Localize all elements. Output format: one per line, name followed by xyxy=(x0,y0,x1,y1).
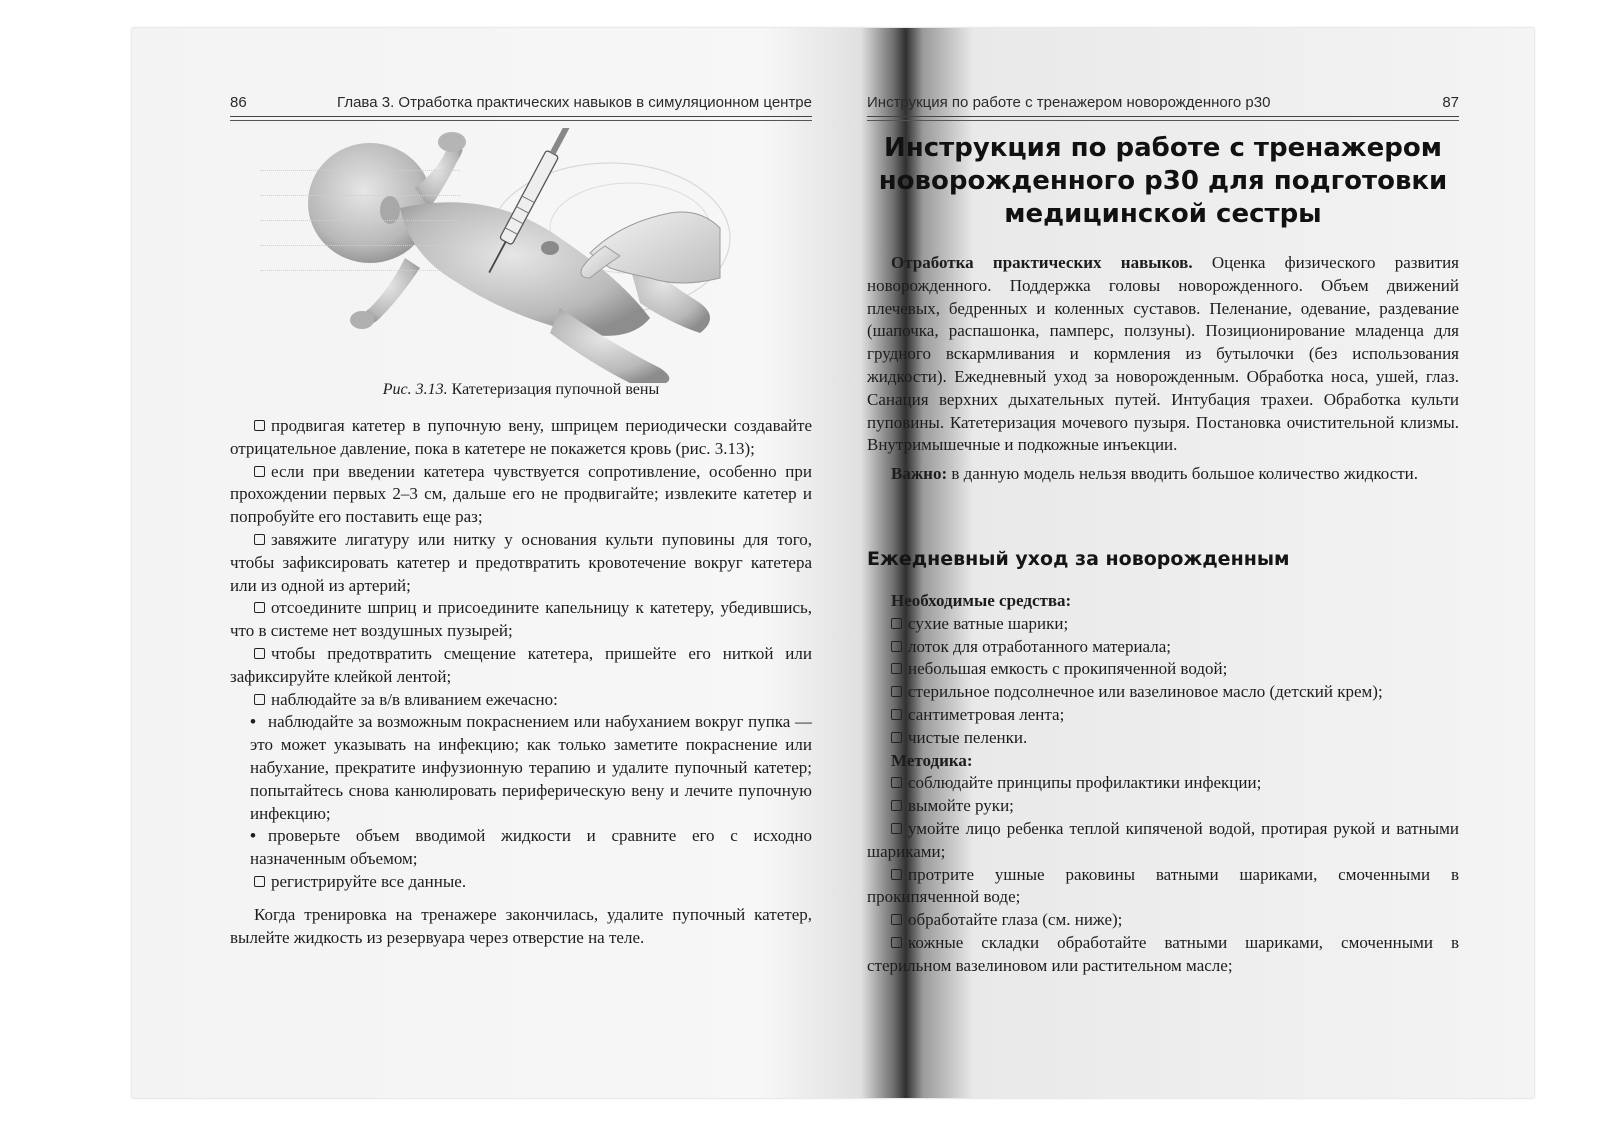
list-item: регистрируйте все данные. xyxy=(230,871,812,894)
sub-list-item: • проверьте объем вводимой жидкости и сравните его с исходно назначенным объемом; xyxy=(250,826,812,869)
list-item: если при введении катетера чувствуется сопротивление, особенно при прохождении первых 2–3 см, дальше его не продвигайте; извлеките катетер и попробуйте его поставить еще раз; xyxy=(230,461,812,527)
list-item: кожные складки обработайте ватными шариками, смоченными в стерильном вазелиновом или растительном масле; xyxy=(867,932,1459,975)
checkbox-bullet-icon xyxy=(254,876,265,887)
intro-text xyxy=(867,252,1459,486)
left-body-text xyxy=(230,415,812,949)
bullet-dot-icon: • xyxy=(250,826,256,846)
skills-paragraph: Отработка практических навыков. Оценка физического развития новорожденного. Поддержка головы новорожденного. Объем движений плечевых, бедренных и коленных суставов. Пеленание, одевание, раздевание (шапочка, распашонка, памперс, ползуны). Позиционирование младенца для грудного вскармливания и кормления из бутылочки (без использования жидкости). Ежедневный уход за новорожденным. Обработка носа, ушей, глаз. Санация верхних дыхательных путей. Интубация трахеи. Обработка культи пуповины. Катетеризация мочевого пузыря. Постановка очистительной клизмы. Внутримышечные и подкожные инъекции. xyxy=(867,253,1459,455)
list-item: соблюдайте принципы профилактики инфекции; xyxy=(867,772,1459,795)
list-item: лоток для отработанного материала; xyxy=(867,636,1459,659)
book-spread xyxy=(132,28,1534,1098)
figure-caption-label: Рис. 3.13. xyxy=(382,381,448,398)
care-procedure xyxy=(867,590,1459,978)
checkbox-bullet-icon xyxy=(891,914,902,925)
left-page xyxy=(230,28,812,1098)
checkbox-bullet-icon xyxy=(254,534,265,545)
figure-caption xyxy=(230,381,812,399)
checkbox-bullet-icon xyxy=(891,800,902,811)
running-head-left xyxy=(230,94,812,117)
list-item: вымойте руки; xyxy=(867,795,1459,818)
list-item: сантиметровая лента; xyxy=(867,704,1459,727)
list-item: продвигая катетер в пупочную вену, шприцем периодически создавайте отрицательное давление, пока в катетере не покажется кровь (рис. 3.13); xyxy=(230,416,812,458)
checkbox-bullet-icon xyxy=(891,869,902,880)
checkbox-bullet-icon xyxy=(254,602,265,613)
running-head-title-right: Инструкция по работе с тренажером новорожденного р30 xyxy=(867,94,1271,111)
checkbox-bullet-icon xyxy=(254,420,265,431)
list-item: отсоедините шприц и присоедините капельницу к катетеру, убедившись, что в системе нет воздушных пузырей; xyxy=(230,598,812,641)
checkbox-bullet-icon xyxy=(891,663,902,674)
page-number-left: 86 xyxy=(230,94,247,111)
closing-paragraph: Когда тренировка на тренажере закончилась, удалите пупочный катетер, вылейте жидкость из резервуара через отверстие на теле. xyxy=(230,904,812,947)
list-item: наблюдайте за в/в вливанием ежечасно: xyxy=(230,689,812,712)
checkbox-bullet-icon xyxy=(891,686,902,697)
checkbox-bullet-icon xyxy=(891,777,902,788)
checkbox-bullet-icon xyxy=(254,648,265,659)
checkbox-bullet-icon xyxy=(891,709,902,720)
checkbox-bullet-icon xyxy=(891,732,902,743)
checkbox-bullet-icon xyxy=(891,618,902,629)
checkbox-bullet-icon xyxy=(891,641,902,652)
list-item: небольшая емкость с прокипяченной водой; xyxy=(867,658,1459,681)
checkbox-bullet-icon xyxy=(254,466,265,477)
list-item: чтобы предотвратить смещение катетера, пришейте его ниткой или зафиксируйте клейкой лентой; xyxy=(230,643,812,686)
page-number-right: 87 xyxy=(1442,94,1459,111)
running-head-right xyxy=(867,94,1459,117)
checkbox-bullet-icon xyxy=(254,694,265,705)
list-item: завяжите лигатуру или нитку у основания культи пуповины для того, чтобы зафиксировать катетер и предотвратить кровотечение вокруг катетера или из одной из артерий; xyxy=(230,529,812,595)
chapter-title: Инструкция по работе с тренажером новорожденного р30 для подготовки медицинской сестры xyxy=(878,133,1448,229)
figure-3-13 xyxy=(230,128,812,383)
important-paragraph: Важно: в данную модель нельзя вводить большое количество жидкости. xyxy=(891,464,1419,484)
right-page xyxy=(867,28,1459,1098)
running-head-title-left: Глава 3. Отработка практических навыков в симуляционном центре xyxy=(337,94,812,111)
skills-label: Отработка практических навыков. xyxy=(891,253,1193,272)
list-item: чистые пеленки. xyxy=(867,727,1459,750)
list-item: сухие ватные шарики; xyxy=(867,613,1459,636)
method-label: Методика: xyxy=(891,750,973,770)
important-label: Важно: xyxy=(891,464,948,484)
sub-list-item: • наблюдайте за возможным покраснением или набуханием вокруг пупка — это может указывать на инфекцию; как только заметите покраснение или набухание, прекратите инфузионную терапию и удалите пупочный катетер; попытайтесь снова канюлировать периферическую вену и лечите пупочную инфекцию; xyxy=(250,712,812,823)
checkbox-bullet-icon xyxy=(891,937,902,948)
means-label: Необходимые средства: xyxy=(891,591,1072,610)
list-item: умойте лицо ребенка теплой кипяченой водой, протирая рукой и ватными шариками; xyxy=(867,818,1459,861)
checkbox-bullet-icon xyxy=(891,823,902,834)
figure-caption-text: Катетеризация пупочной вены xyxy=(451,381,660,398)
list-item: стерильное подсолнечное или вазелиновое масло (детский крем); xyxy=(867,681,1459,704)
show-through-text xyxy=(260,146,460,276)
list-item: протрите ушные раковины ватными шариками, смоченными в прокипяченной воде; xyxy=(867,864,1459,907)
bullet-dot-icon: • xyxy=(250,712,256,732)
list-item: обработайте глаза (см. ниже); xyxy=(867,909,1459,932)
section-heading: Ежедневный уход за новорожденным xyxy=(867,548,1290,570)
